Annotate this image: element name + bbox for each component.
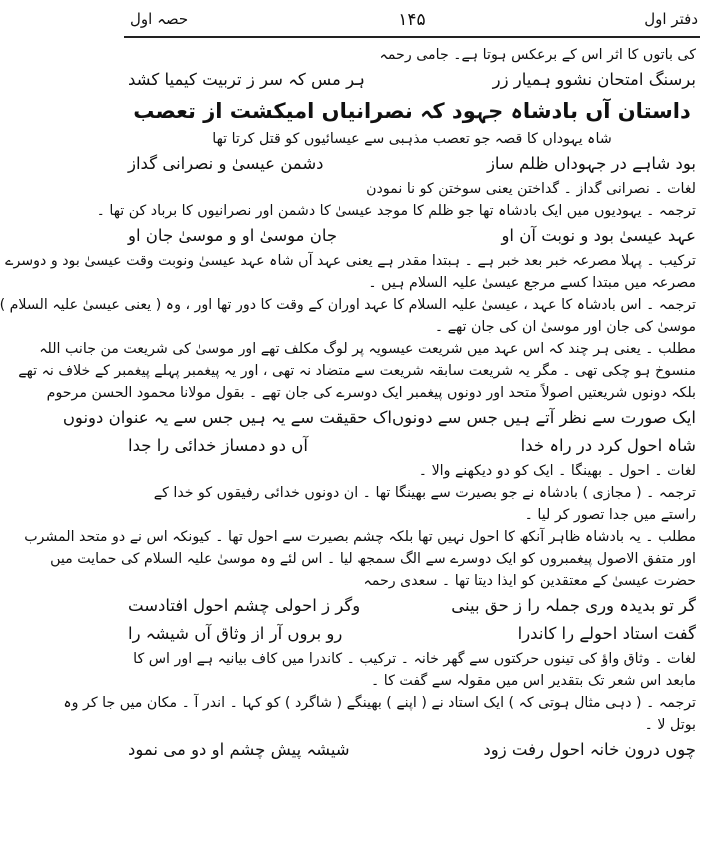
text-line-content: لغات ۔ وثاق واؤ کی تینوں حرکتوں سے گھر خانہ ۔ ترکیب ۔ کاندرا میں کاف بیانیہ ہے اور اس کا bbox=[133, 651, 696, 667]
text-line bbox=[0, 294, 696, 316]
text-line-content: موسیٰ کی جان اور موسیٰ ان کی جان تھے ۔ bbox=[434, 319, 696, 335]
text-line-content: اور متفق الاصول پیغمبروں کو ایک دوسرے سے الگ سمجھ لیا ۔ اس لئے وہ موسیٰ علیہ السلام کی حمایت میں bbox=[50, 551, 696, 567]
text-line bbox=[128, 670, 696, 692]
text-line bbox=[50, 548, 696, 570]
verse-hemistich-right: گفت استاد احولے را کاندرا bbox=[517, 624, 696, 643]
text-line-content: راستے میں جدا تصور کر لیا ۔ bbox=[524, 507, 696, 523]
verse-hemistich-left: جان موسیٰ او و موسیٰ جان او bbox=[128, 226, 338, 245]
book-volume-label: دفتر اول bbox=[644, 10, 698, 28]
text-line-content: بوتل لا ۔ bbox=[644, 717, 696, 733]
verse-hemistich-left: دشمن عیسیٰ و نصرانی گداز bbox=[128, 154, 324, 173]
verse-line bbox=[128, 150, 696, 178]
text-line-content: ترجمہ ۔ ( مجازی ) بادشاہ نے جو بصیرت سے بھینگا تھا ۔ ان دونوں خدائی رفیقوں کو خدا کے bbox=[153, 485, 696, 501]
verse-hemistich-left: رو بروں آر از وثاق آں شیشہ را bbox=[128, 624, 343, 643]
text-line-content: منسوخ ہو چکی تھی ۔ مگر یہ شریعت سابقہ شریعت سے متضاد نہ تھی ، اور یہ پیغمبر پہلے پیغمبر کے خلاف نہ تھے bbox=[18, 363, 696, 379]
text-line bbox=[63, 692, 696, 714]
verse-hemistich-right: عہد عیسیٰ بود و نوبت آن او bbox=[501, 226, 696, 245]
text-line bbox=[128, 316, 696, 338]
book-part-label: حصہ اول bbox=[130, 10, 189, 28]
text-line-content: لغات ۔ احول ۔ بھینگا ۔ ایک کو دو دیکھنے والا ۔ bbox=[418, 463, 696, 479]
verse-hemistich-left: آں دو دمساز خدائی را جدا bbox=[128, 436, 308, 455]
text-line bbox=[39, 338, 696, 360]
header-divider bbox=[124, 36, 700, 38]
page-header bbox=[112, 6, 712, 36]
text-line-content: کی باتوں کا اثر اس کے برعکس ہوتا ہے۔ جامی رحمہ bbox=[379, 47, 696, 63]
text-line bbox=[128, 714, 696, 736]
text-line-content: ترجمہ ۔ اس بادشاہ کا عہد ، عیسیٰ علیہ السلام کا عہد اوران کے وقت کا دور تھا اور ، وہ ( یعنی عیسیٰ علیہ السلام ) bbox=[0, 297, 696, 313]
text-line-content: مابعد اس شعر تک بتقدیر اس میں مقولہ سے گفت کا ۔ bbox=[370, 673, 696, 689]
verse-hemistich-left: وگر ز احولی چشم احول افتادست bbox=[128, 596, 361, 615]
verse-line bbox=[128, 592, 696, 620]
verse-hemistich-right: بود شاہے در جہوداں ظلم ساز bbox=[486, 154, 696, 173]
text-line bbox=[128, 570, 696, 592]
text-line bbox=[128, 460, 696, 482]
verse-line bbox=[128, 222, 696, 250]
text-line-content: حضرت عیسیٰ کے معتقدین کو ایذا دیتا تھا ۔ سعدی رحمہ bbox=[363, 573, 696, 589]
text-line-content: لغات ۔ نصرانی گداز ۔ گداختن یعنی سوختن کو نا نمودن bbox=[366, 181, 696, 197]
verse-hemistich-left: اک حقیقت سے یہ ہیں جس سے یہ عنوان دونوں bbox=[62, 408, 392, 427]
verse-line bbox=[128, 620, 696, 648]
text-line bbox=[128, 648, 696, 670]
section-subtitle bbox=[128, 128, 696, 150]
text-line-content: بلکہ دونوں شریعتیں اصولاً متحد اور دونوں پیغمبر ایک دوسرے کی جان تھے ۔ بقول مولانا محمود الحسن مرحوم bbox=[46, 385, 696, 401]
text-line bbox=[128, 504, 696, 526]
section-title-text: داستان آں بادشاہ جہود کہ نصرانیاں امیکشت از تعصب bbox=[133, 99, 691, 123]
page-body bbox=[0, 44, 696, 764]
verse-hemistich-left: ہر مس کہ سر ز تربیت کیمیا کشد bbox=[128, 70, 365, 89]
text-line-content: مصرعہ میں مبتدا کسے مرجع عیسیٰ علیہ السلام ہیں ۔ bbox=[368, 275, 696, 291]
text-line bbox=[96, 200, 696, 222]
text-line-content: مطلب ۔ یعنی ہر چند کہ اس عہد میں شریعت عیسویہ پر لوگ مکلف تھے اور موسیٰ کی شریعت من جانب اللہ bbox=[39, 341, 696, 357]
text-line bbox=[128, 178, 696, 200]
verse-hemistich-right: چوں درون خانہ احول رفت زود bbox=[483, 740, 696, 759]
text-line bbox=[24, 526, 696, 548]
text-line bbox=[18, 360, 696, 382]
text-line-content: مطلب ۔ یہ بادشاہ ظاہر آنکھ کا احول نہیں تھا بلکہ چشم بصیرت سے احول تھا ۔ کیونکہ اس نے دو متحد المشرب bbox=[24, 529, 696, 545]
text-line-content: ترکیب ۔ پہلا مصرعہ خبر بعد خبر ہے ۔ ہبتدا مقدر ہے یعنی عہد آں شاہ عہد عیسیٰ ونوبت وقت عیسیٰ بود و دوسرے bbox=[5, 253, 696, 269]
text-line bbox=[46, 382, 696, 404]
section-title bbox=[128, 94, 696, 128]
text-line-content: ترجمہ ۔ یہودیوں میں ایک بادشاہ تھا جو ظلم کا موجد عیسیٰ کا دشمن اور نصرانیوں کا برباد کن تھا ۔ bbox=[96, 203, 696, 219]
section-subtitle-text: شاہ یہوداں کا قصہ جو تعصب مذہبی سے عیسائیوں کو قتل کرتا تھا bbox=[212, 131, 612, 147]
verse-line bbox=[62, 404, 696, 432]
text-line bbox=[5, 250, 696, 272]
verse-hemistich-right: شاہ احول کرد در راہ خدا bbox=[520, 436, 696, 455]
text-line bbox=[128, 272, 696, 294]
text-line bbox=[128, 44, 696, 66]
verse-hemistich-right: برسنگ امتحان نشوو ہمیار زر bbox=[492, 70, 696, 89]
verse-hemistich-left: شیشہ پیش چشم او دو می نمود bbox=[128, 740, 350, 759]
text-line-content: ترجمہ ۔ ( دہی مثال ہوتی کہ ) ایک استاد نے ( اپنے ) بھینگے ( شاگرد ) کو کہا ۔ اندر آ ۔ مکان میں جا کر وہ bbox=[63, 695, 696, 711]
verse-line bbox=[128, 66, 696, 94]
verse-hemistich-right: گر تو بدیدہ وری جملہ را ز حق بینی bbox=[451, 596, 696, 615]
verse-line bbox=[128, 736, 696, 764]
page-number: ۱۴۵ bbox=[398, 10, 426, 30]
text-line bbox=[128, 482, 696, 504]
verse-hemistich-right: ایک صورت سے نظر آتے ہیں جس سے دونوں bbox=[392, 408, 696, 427]
verse-line bbox=[128, 432, 696, 460]
